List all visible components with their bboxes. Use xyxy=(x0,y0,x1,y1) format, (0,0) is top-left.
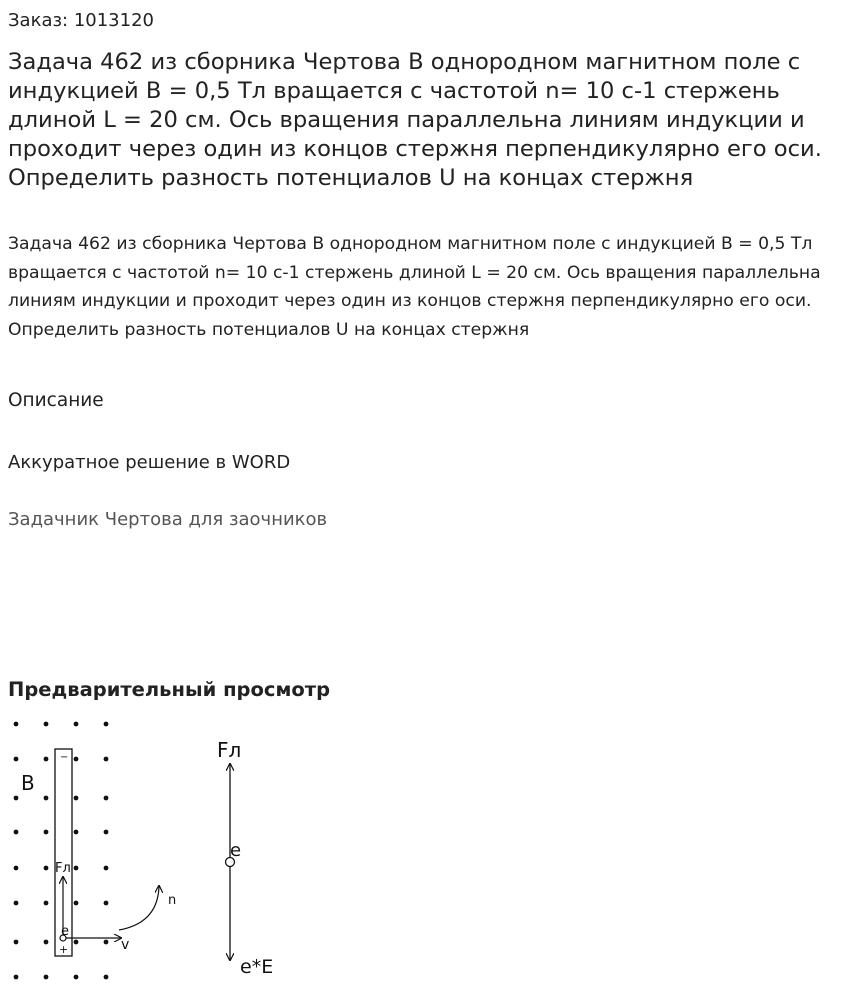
rotation-label: n xyxy=(168,893,177,908)
solution-format-note: Аккуратное решение в WORD xyxy=(8,452,291,473)
problem-book-link[interactable]: Задачник Чертова для заочников xyxy=(8,509,328,530)
preview-heading: Предварительный просмотр xyxy=(8,678,331,701)
task-description: Задача 462 из сборника Чертова В однородном магнитном поле с индукцией B = 0,5 Тл вращается с частотой n= 10 с-1 стержень длиной L = 20 см. Ось вращения параллельна линиям индукции и проходит через один из концов стержня перпендикулярно его оси. Определить разность потенциалов U на концах стержня xyxy=(8,234,821,341)
rotation-arrow xyxy=(119,886,159,930)
velocity-label: v xyxy=(121,937,130,953)
page-title: Задача 462 из сборника Чертова В однородном магнитном поле с индукцией B = 0,5 Тл вращается с частотой n= 10 с-1 стержень длиной L = 20 см. Ось вращения параллельна линиям индукции и проходит через один из концов стержня перпендикулярно его оси. Определить разность потенциалов U на концах стержня xyxy=(8,49,822,191)
order-number: Заказ: 1013120 xyxy=(8,10,154,31)
rod-plus-label: + xyxy=(59,943,69,956)
rod-minus-label: − xyxy=(60,752,69,763)
description-section-label: Описание xyxy=(8,390,104,411)
preview-image xyxy=(0,710,300,994)
electric-force-label: e*E xyxy=(240,956,274,978)
lorentz-force-label-large: Fл xyxy=(217,738,242,762)
lorentz-force-label-small: Fл xyxy=(55,861,71,876)
field-label: B xyxy=(21,771,35,795)
electron-label-small: e xyxy=(61,924,69,939)
electron-label-large: e xyxy=(230,840,242,861)
